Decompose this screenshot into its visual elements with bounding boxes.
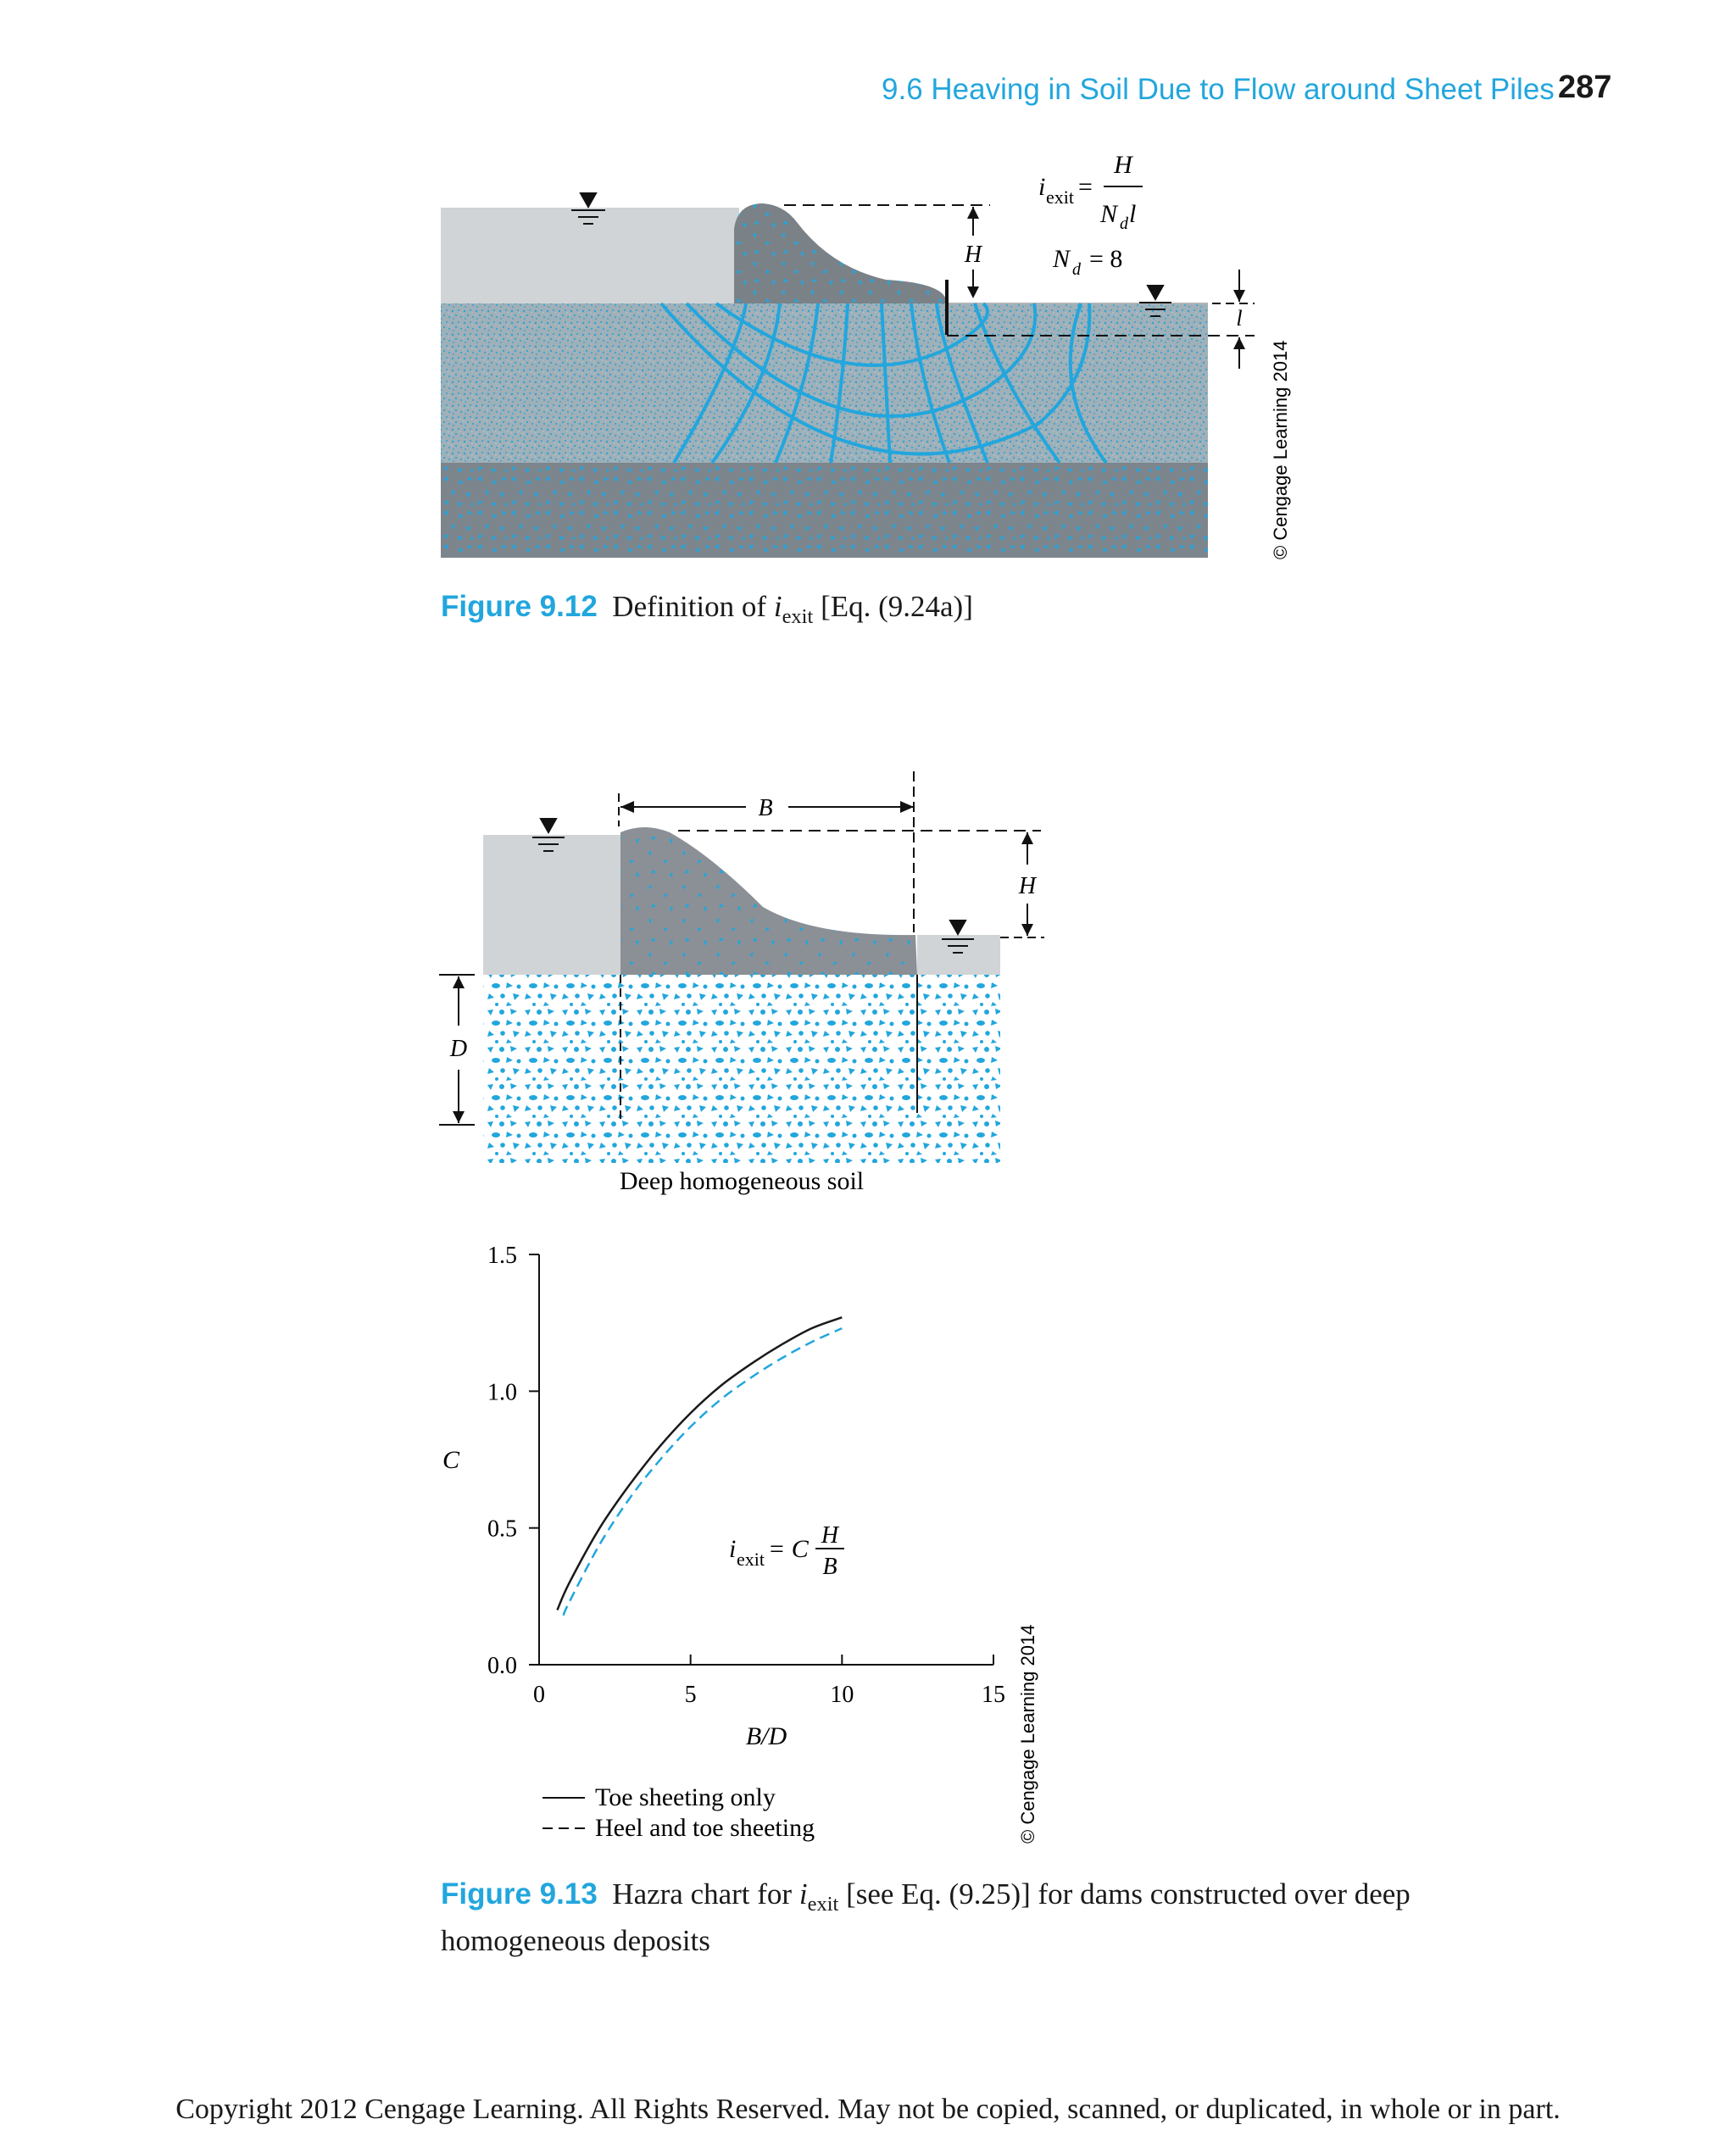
- svg-text:d: d: [1120, 214, 1128, 233]
- x-tick-label-1: 5: [684, 1682, 697, 1708]
- svg-text:H: H: [1114, 151, 1132, 179]
- dim-b-label: B: [758, 795, 773, 821]
- nd-value: [1052, 245, 1122, 279]
- iexit-equation: [1038, 151, 1143, 233]
- chart-legend: [542, 1783, 815, 1842]
- y-tick-label-0: 0.0: [487, 1653, 517, 1679]
- copyright-fig-9-13: © Cengage Learning 2014: [1017, 1624, 1038, 1844]
- y-tick-label-3: 1.5: [487, 1243, 517, 1269]
- chart-axes: [442, 1243, 1005, 1750]
- svg-text:N: N: [1100, 200, 1118, 228]
- dim-h-label: H: [964, 242, 982, 268]
- x-tick-label-0: 0: [533, 1682, 545, 1708]
- series-line-1: [564, 1328, 843, 1616]
- footer-copyright: Copyright 2012 Cengage Learning. All Rights Reserved. May not be copied, scanned, or duplicated, in whole or in part.: [175, 2094, 1561, 2125]
- svg-text:exit: exit: [1046, 186, 1074, 208]
- chart-lines: [557, 1317, 842, 1616]
- svg-text:= 8: = 8: [1089, 245, 1123, 273]
- svg-text:exit: exit: [737, 1549, 765, 1570]
- figure-9-12-caption: Figure 9.12 Definition of $i_{exit}$ [Eq. (9.24a)]: [441, 590, 973, 628]
- x-tick-label-3: 15: [982, 1682, 1005, 1708]
- svg-text:= C: = C: [768, 1535, 809, 1563]
- legend-label-0: Toe sheeting only: [595, 1783, 776, 1811]
- svg-text:=: =: [1078, 173, 1093, 201]
- x-tick-label-2: 10: [830, 1682, 854, 1708]
- svg-text:l: l: [1129, 200, 1137, 228]
- chart-equation: [729, 1522, 844, 1580]
- svg-text:B: B: [822, 1554, 837, 1580]
- page-number: 287: [1558, 70, 1612, 105]
- series-line-0: [557, 1317, 842, 1610]
- figure-9-12-diagram: [424, 136, 1322, 576]
- x-axis-label: B/D: [745, 1722, 787, 1750]
- dim-l-label: l: [1236, 306, 1243, 331]
- y-axis-label: C: [442, 1446, 460, 1474]
- copyright-fig-9-12: © Cengage Learning 2014: [1270, 340, 1291, 559]
- svg-text:d: d: [1072, 260, 1081, 279]
- hazra-chart: [415, 1221, 1077, 1865]
- figure-9-13-diagram: [424, 763, 1068, 1204]
- section-title: 9.6 Heaving in Soil Due to Flow around Sheet Piles: [882, 73, 1555, 106]
- dim-h-label-2: H: [1018, 873, 1037, 899]
- svg-text:i: i: [729, 1535, 737, 1563]
- soil-label: Deep homogeneous soil: [619, 1167, 865, 1195]
- svg-text:H: H: [821, 1522, 839, 1549]
- y-tick-label-2: 1.0: [487, 1379, 517, 1406]
- svg-text:N: N: [1053, 245, 1071, 273]
- svg-text:i: i: [1038, 173, 1046, 201]
- dim-d-label: D: [449, 1036, 468, 1062]
- legend-label-1: Heel and toe sheeting: [595, 1814, 815, 1842]
- figure-9-13-caption: Figure 9.13 Hazra chart for $i_{exit}$ [see Eq. (9.25)] for dams constructed over deep homogeneous deposits: [441, 1877, 1410, 1957]
- y-tick-label-1: 0.5: [487, 1516, 517, 1543]
